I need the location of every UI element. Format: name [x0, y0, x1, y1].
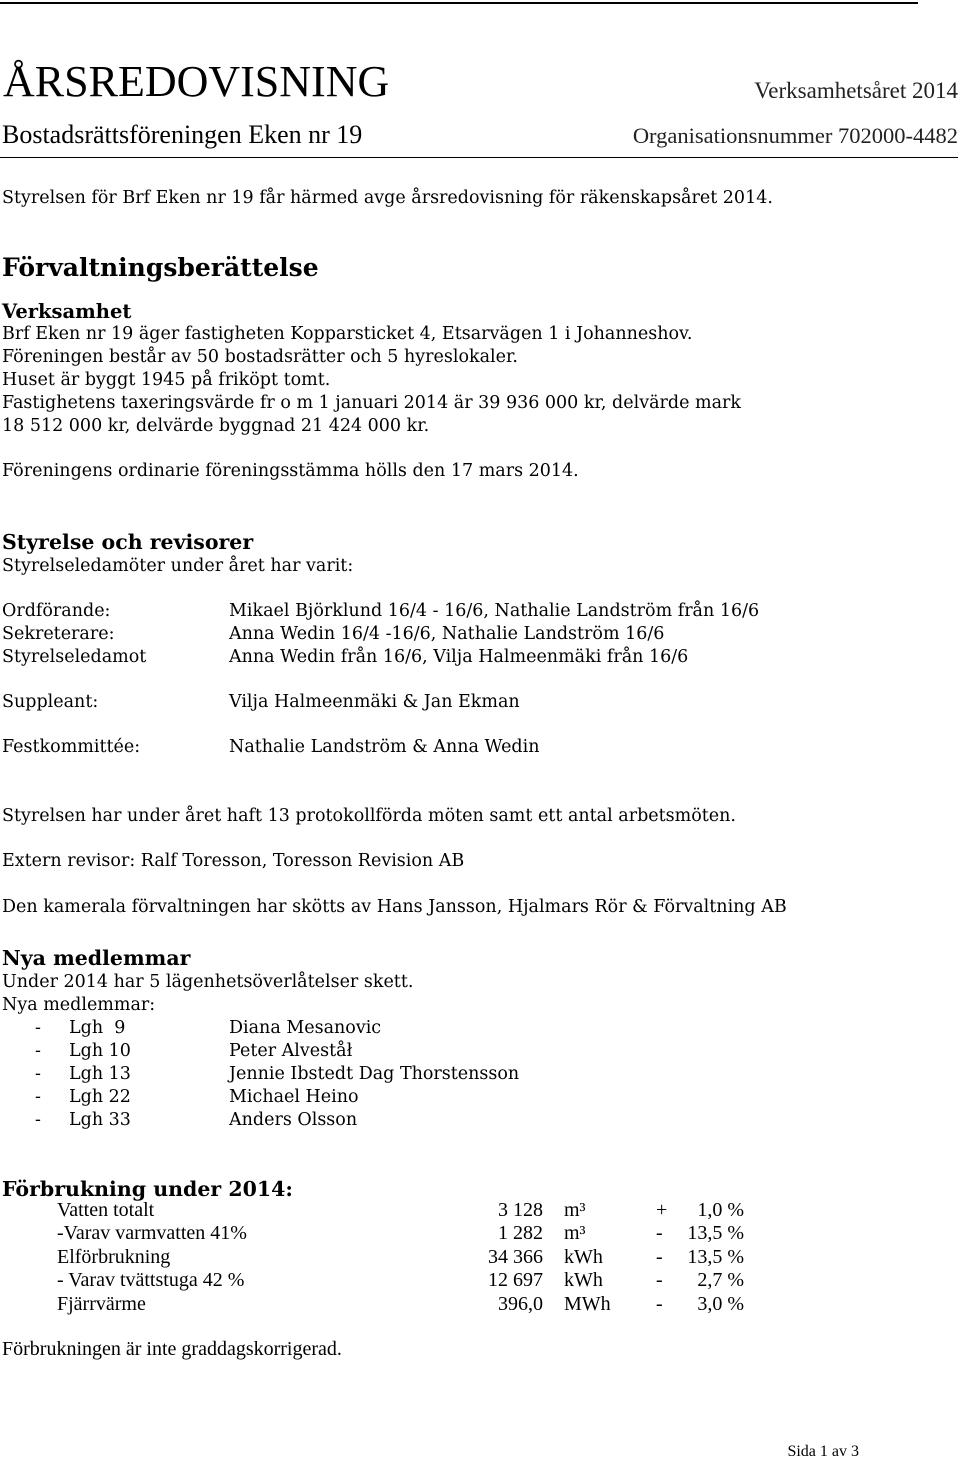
usage-unit: MWh — [564, 1293, 611, 1315]
usage-sign: - — [656, 1222, 663, 1244]
member-lgh: Lgh 13 — [69, 1064, 131, 1084]
member-dash: - — [35, 1087, 41, 1107]
usage-sign: - — [656, 1246, 663, 1268]
styrelse-intro: Styrelseledamöter under året har varit: — [2, 556, 354, 576]
stamma-text: Föreningens ordinarie föreningsstämma hölls den 17 mars 2014. — [2, 461, 579, 481]
usage-change: 1,0 % — [697, 1199, 744, 1221]
org-name: Bostadsrättsföreningen Eken nr 19 — [2, 120, 363, 149]
member-name: Michael Heino — [229, 1087, 359, 1107]
role-label: Sekreterare: — [2, 624, 115, 644]
usage-sign: - — [656, 1269, 663, 1291]
usage-value: 34 366 — [488, 1246, 543, 1268]
member-dash: - — [35, 1018, 41, 1038]
nya-medlemmar-label: Nya medlemmar: — [2, 995, 156, 1015]
section-heading-forvaltning: Förvaltningsberättelse — [2, 253, 319, 282]
usage-note: Förbrukningen är inte graddagskorrigerad. — [2, 1338, 342, 1360]
section-heading-forbrukning: Förbrukning under 2014: — [2, 1177, 293, 1201]
role-names: Mikael Björklund 16/4 - 16/6, Nathalie Landström från 16/6 — [229, 601, 760, 621]
verksamhet-line: Brf Eken nr 19 äger fastigheten Kopparsticket 4, Etsarvägen 1 i Johanneshov. — [2, 324, 693, 344]
role-names: Anna Wedin från 16/6, Vilja Halmeenmäki från 16/6 — [229, 647, 689, 667]
member-dash: - — [35, 1041, 41, 1061]
role-names: Nathalie Landström & Anna Wedin — [229, 737, 540, 757]
usage-unit: m³ — [564, 1222, 586, 1244]
meetings-text: Styrelsen har under året haft 13 protokollförda möten samt ett antal arbetsmöten. — [2, 806, 736, 826]
role-label: Ordförande: — [2, 601, 111, 621]
role-label: Suppleant: — [2, 692, 99, 712]
section-heading-styrelse: Styrelse och revisorer — [2, 530, 254, 554]
member-lgh: Lgh 9 — [69, 1018, 126, 1038]
usage-label: Elförbrukning — [57, 1246, 171, 1268]
usage-value: 396,0 — [498, 1293, 543, 1315]
revisor-text: Extern revisor: Ralf Toresson, Toresson Revision AB — [2, 851, 465, 871]
intro-text: Styrelsen för Brf Eken nr 19 får härmed avge årsredovisning för räkenskapsåret 2014. — [2, 188, 773, 208]
member-lgh: Lgh 10 — [69, 1041, 131, 1061]
member-name: Diana Mesanovic — [229, 1018, 382, 1038]
document-title: ÅRSREDOVISNING — [3, 57, 390, 106]
org-number: Organisationsnummer 702000-4482 — [632, 123, 958, 148]
usage-change: 2,7 % — [697, 1269, 744, 1291]
role-names: Anna Wedin 16/4 -16/6, Nathalie Landström 16/6 — [229, 624, 665, 644]
usage-change: 3,0 % — [697, 1293, 744, 1315]
section-heading-nya-medlemmar: Nya medlemmar — [2, 946, 191, 970]
member-name: Jennie Ibstedt Dag Thorstensson — [229, 1064, 520, 1084]
top-rule — [0, 2, 918, 4]
usage-sign: + — [656, 1199, 668, 1221]
member-dash: - — [35, 1110, 41, 1130]
usage-sign: - — [656, 1293, 663, 1315]
header-rule — [0, 157, 958, 158]
usage-change: 13,5 % — [687, 1222, 744, 1244]
role-label: Styrelseledamot — [2, 647, 147, 667]
verksamhet-line: 18 512 000 kr, delvärde byggnad 21 424 000 kr. — [2, 416, 430, 436]
verksamhet-line: Föreningen består av 50 bostadsrätter och 5 hyreslokaler. — [2, 347, 518, 367]
member-dash: - — [35, 1064, 41, 1084]
subheading-verksamhet: Verksamhet — [2, 300, 132, 323]
usage-value: 1 282 — [498, 1222, 543, 1244]
member-lgh: Lgh 22 — [69, 1087, 131, 1107]
forvaltning-text: Den kamerala förvaltningen har skötts av Hans Jansson, Hjalmars Rör & Förvaltning AB — [2, 897, 787, 917]
usage-unit: m³ — [564, 1199, 586, 1221]
page-number: Sida 1 av 3 — [787, 1443, 859, 1460]
member-lgh: Lgh 33 — [69, 1110, 131, 1130]
usage-unit: kWh — [564, 1269, 603, 1291]
verksamhet-line: Huset är byggt 1945 på friköpt tomt. — [2, 370, 331, 390]
member-name: Anders Olsson — [229, 1110, 358, 1130]
usage-value: 3 128 — [498, 1199, 543, 1221]
year-label: Verksamhetsåret 2014 — [754, 78, 958, 103]
role-names: Vilja Halmeenmäki & Jan Ekman — [229, 692, 520, 712]
usage-label: Vatten totalt — [57, 1199, 155, 1221]
usage-change: 13,5 % — [687, 1246, 744, 1268]
usage-label: -Varav varmvatten 41% — [57, 1222, 247, 1244]
usage-value: 12 697 — [488, 1269, 543, 1291]
verksamhet-line: Fastighetens taxeringsvärde fr o m 1 januari 2014 är 39 936 000 kr, delvärde mark — [2, 393, 742, 413]
usage-label: Fjärrvärme — [57, 1293, 146, 1315]
member-name: Peter Alveståł — [229, 1041, 353, 1061]
nya-medlemmar-intro: Under 2014 har 5 lägenhetsöverlåtelser skett. — [2, 972, 414, 992]
role-label: Festkommittée: — [2, 737, 141, 757]
usage-unit: kWh — [564, 1246, 603, 1268]
usage-label: - Varav tvättstuga 42 % — [57, 1269, 245, 1291]
